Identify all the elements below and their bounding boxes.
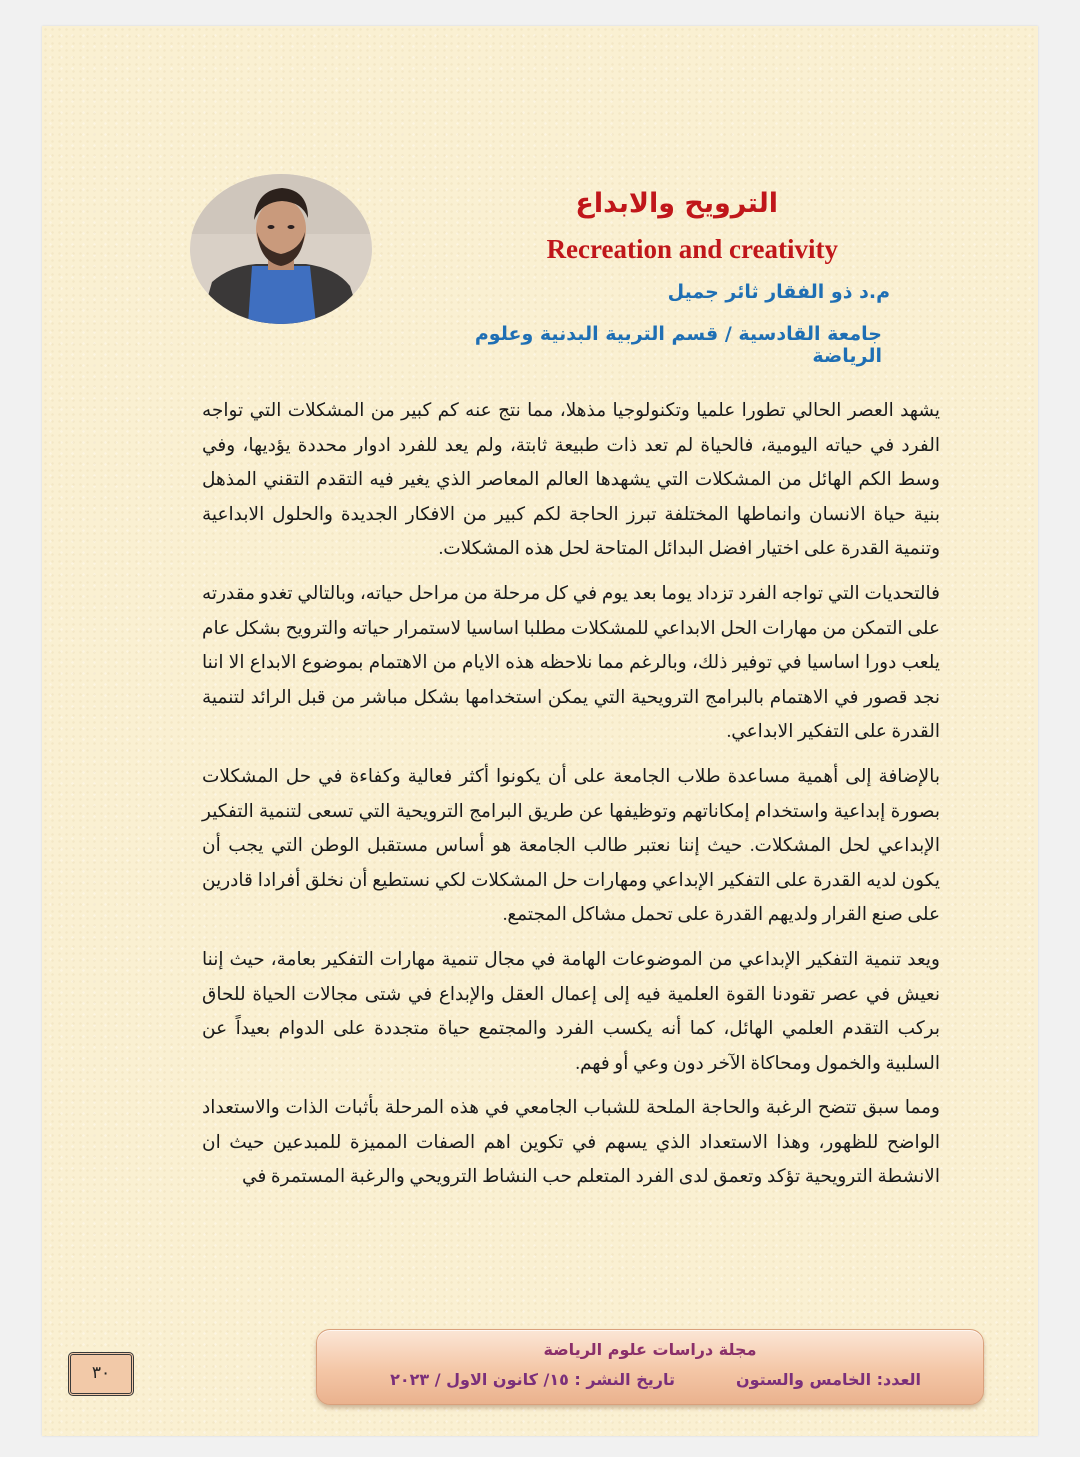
body-paragraph: فالتحديات التي تواجه الفرد تزداد يوما بعد يوم في كل مرحلة من مراحل حياته، وبالتالي تغدو مقدرته على التمكن من مهارات الحل الابداعي للمشكلات مطلبا اساسيا لاستمرار حياته والترويح بشكل عام يلعب دورا اساسيا في توفير ذلك، وبالرغم مما نلاحظه هذه الايام من الاهتمام بموضوع الابداع الا اننا نجد قصور في الاهتمام بالبرامج الترويحية التي يمكن استخدامها بشكل مباشر من قبل الرائد لتنمية القدرة على التفكير الابداعي. (202, 583, 940, 743)
article-body (202, 394, 940, 1205)
article-title-english: Recreation and creativity (546, 234, 838, 264)
publication-date: تاريخ النشر : ١٥/ كانون الاول / ٢٠٢٣ (390, 1370, 675, 1389)
body-paragraph: ويعد تنمية التفكير الإبداعي من الموضوعات الهامة في مجال تنمية مهارات التفكير بعامة، حيث إننا نعيش في عصر تقودنا القوة العلمية فيه إلى إعمال العقل والإبداع في شتى مجالات الحياة للحاق بركب التقدم العلمي الهائل، كما أنه يكسب الفرد والمجتمع حياة متجددة على الدوام بعيداً عن السلبية والخمول ومحاكاة الآخر دون وعي أو فهم. (202, 949, 940, 1074)
journal-name: مجلة دراسات علوم الرياضة (543, 1340, 757, 1359)
article-title-arabic: الترويح والابداع (575, 188, 778, 219)
issue-number: العدد: الخامس والستون (735, 1370, 921, 1389)
body-paragraph: يشهد العصر الحالي تطورا علميا وتكنولوجيا مذهلا، مما نتج عنه كم كبير من المشكلات التي تواجه الفرد في حياته اليومية، فالحياة لم تعد ذات طبيعة ثابتة، ولم يعد للفرد ادوار محددة يؤديها، وفي وسط الكم الهائل من المشكلات التي يشهدها العالم المعاصر الذي يغير فيه التقدم التقني المذهل بنية حياة الانسان وانماطها المختلفة تبرز الحاجة لكم كبير من الافكار الجديدة والحلول الابداعية وتنمية القدرة على اختيار افضل البدائل المتاحة لحل هذه المشكلات. (202, 401, 940, 560)
magazine-page (42, 26, 1038, 1436)
author-portrait-image (190, 174, 372, 324)
body-paragraph: ومما سبق تتضح الرغبة والحاجة الملحة للشباب الجامعي في هذه المرحلة بأثبات الذات والاستعداد الواضح للظهور، وهذا الاستعداد الذي يسهم في تكوين اهم الصفات المميزة للمبدعين حيث ان الانشطة الترويحية تؤكد وتعمق لدى الفرد المتعلم حب النشاط الترويحي والرغبة المستمرة في (202, 1098, 940, 1188)
author-name: م.د ذو الفقار ثائر جميل (667, 281, 890, 303)
journal-footer-banner (316, 1329, 984, 1405)
body-paragraph: بالإضافة إلى أهمية مساعدة طلاب الجامعة على أن يكونوا أكثر فعالية وكفاءة في حل المشكلات بصورة إبداعية واستخدام إمكاناتهم وتوظيفها عن طريق البرامج الترويحية التي تسعى لتنمية التفكير الإبداعي لحل المشكلات. حيث إننا نعتبر طالب الجامعة هو أساس مستقبل الوطن التي يجب أن يكون لديه القدرة على التفكير الإبداعي ومهارات حل المشكلات لكي نستطيع أن نخلق أفرادا قادرين على صنع القرار ولديهم القدرة على تحمل مشاكل المجتمع. (202, 766, 940, 926)
author-photo (190, 174, 372, 324)
page-number: ٣٠ (68, 1352, 134, 1396)
author-affiliation: جامعة القادسية / قسم التربية البدنية وعلوم الرياضة (474, 323, 882, 367)
